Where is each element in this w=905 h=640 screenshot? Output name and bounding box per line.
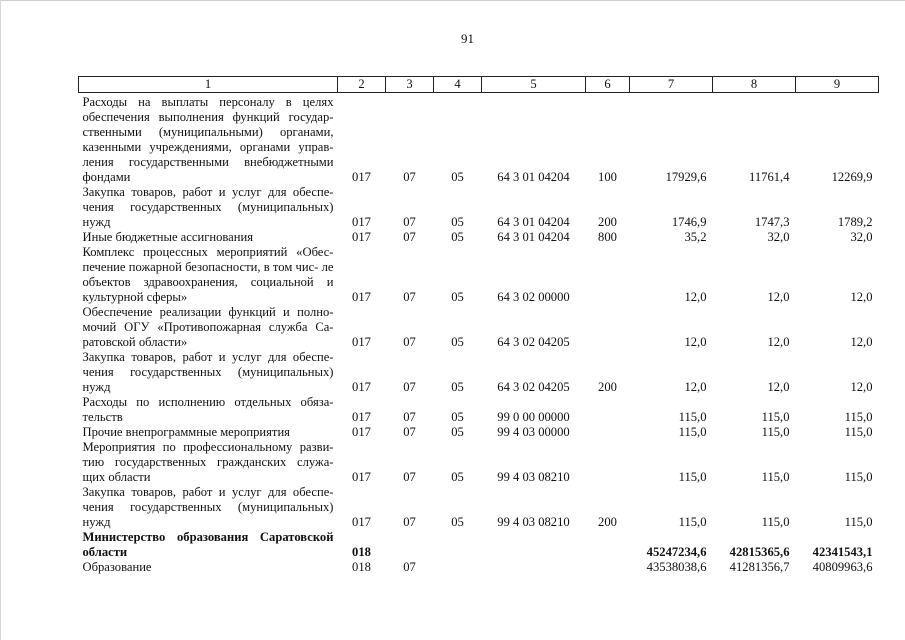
header-col-9: 9 [796, 77, 879, 93]
header-col-3: 3 [386, 77, 434, 93]
table-row [79, 245, 879, 305]
header-col-2: 2 [338, 77, 386, 93]
table-row [79, 185, 879, 230]
ministry-code: 017 [352, 290, 371, 304]
page-border-top [0, 0, 905, 1]
amount-year-2: 115,0 [761, 410, 790, 424]
amount-year-2: 11761,4 [749, 170, 790, 184]
target-article: 64 3 01 04204 [497, 170, 570, 184]
row-name: Расходы по исполнению отдельных обяза- тельств [82, 395, 334, 424]
target-article: 64 3 02 00000 [497, 290, 570, 304]
ministry-code: 017 [352, 215, 371, 229]
expense-type: 100 [598, 170, 617, 184]
expense-type [586, 440, 630, 485]
subsection-code: 05 [451, 425, 464, 439]
amount-year-1: 115,0 [678, 410, 707, 424]
target-article: 64 3 01 04204 [497, 215, 570, 229]
amount-year-2: 115,0 [761, 515, 790, 529]
subsection-code [434, 560, 482, 575]
page-border-left [0, 0, 1, 640]
amount-year-1: 12,0 [684, 290, 707, 304]
header-col-7: 7 [630, 77, 713, 93]
row-name: Закупка товаров, работ и услуг для обеспе- чения государственных (муниципальных) нужд [82, 485, 334, 529]
amount-year-2: 41281356,7 [729, 560, 790, 574]
subsection-code: 05 [451, 290, 464, 304]
header-col-6: 6 [586, 77, 630, 93]
subsection-code: 05 [451, 215, 464, 229]
page-number: 91 [461, 31, 474, 46]
section-code: 07 [403, 335, 416, 349]
target-article: 99 4 03 08210 [497, 470, 570, 484]
amount-year-2: 12,0 [767, 380, 790, 394]
row-name: Иные бюджетные ассигнования [82, 230, 254, 244]
section-code: 07 [403, 170, 416, 184]
row-name: Закупка товаров, работ и услуг для обеспе- чения государственных (муниципальных) нужд [82, 350, 334, 394]
section-code [386, 530, 434, 560]
amount-year-1: 115,0 [678, 470, 707, 484]
amount-year-1: 35,2 [684, 230, 707, 244]
header-col-8: 8 [713, 77, 796, 93]
table-header-row [79, 77, 879, 93]
ministry-code: 017 [352, 230, 371, 244]
row-name: Расходы на выплаты персоналу в целях обеспечения выполнения функций государ- ственными (муниципальными) органами, казенными учреждениями, органами управ- ления государственными внебюджетными фондами [82, 95, 334, 184]
amount-year-1: 115,0 [678, 515, 707, 529]
expense-type: 200 [598, 380, 617, 394]
section-code: 07 [403, 425, 416, 439]
expense-type [586, 395, 630, 425]
expense-type [586, 425, 630, 440]
amount-year-2: 115,0 [761, 425, 790, 439]
amount-year-3: 115,0 [844, 470, 873, 484]
amount-year-1: 12,0 [684, 335, 707, 349]
table-row [79, 485, 879, 530]
table-row [79, 305, 879, 350]
amount-year-2: 32,0 [767, 230, 790, 244]
subsection-code: 05 [451, 410, 464, 424]
target-article: 99 4 03 08210 [497, 515, 570, 529]
row-name: Комплекс процессных мероприятий «Обес- печение пожарной безопасности, в том чис- ле объектов здравоохранения, социальной и культурной сферы» [82, 245, 334, 304]
target-article [482, 560, 586, 575]
amount-year-2: 42815365,6 [729, 545, 790, 559]
amount-year-3: 40809963,6 [812, 560, 873, 574]
ministry-code: 017 [352, 470, 371, 484]
section-code: 07 [403, 470, 416, 484]
ministry-code: 017 [352, 515, 371, 529]
row-name: Министерство образования Саратовской области [82, 530, 334, 559]
header-col-1: 1 [79, 77, 338, 93]
expense-type [586, 560, 630, 575]
table-row [79, 93, 879, 186]
amount-year-3: 1789,2 [837, 215, 873, 229]
subsection-code: 05 [451, 515, 464, 529]
amount-year-2: 115,0 [761, 470, 790, 484]
target-article: 64 3 01 04204 [497, 230, 570, 244]
row-name: Образование [82, 560, 152, 574]
subsection-code: 05 [451, 335, 464, 349]
subsection-code: 05 [451, 380, 464, 394]
amount-year-1: 12,0 [684, 380, 707, 394]
table-row [79, 440, 879, 485]
section-code: 07 [403, 230, 416, 244]
target-article: 99 0 00 00000 [497, 410, 570, 424]
expense-type: 200 [598, 515, 617, 529]
header-col-4: 4 [434, 77, 482, 93]
amount-year-3: 115,0 [844, 515, 873, 529]
section-code: 07 [403, 290, 416, 304]
ministry-code: 018 [352, 545, 371, 559]
ministry-code: 017 [352, 335, 371, 349]
amount-year-1: 115,0 [678, 425, 707, 439]
expense-type [586, 530, 630, 560]
subsection-code [434, 530, 482, 560]
table-row [79, 560, 879, 575]
subsection-code: 05 [451, 230, 464, 244]
target-article [482, 530, 586, 560]
section-code: 07 [403, 215, 416, 229]
target-article: 64 3 02 04205 [497, 380, 570, 394]
expense-type: 200 [598, 215, 617, 229]
amount-year-3: 32,0 [850, 230, 873, 244]
amount-year-1: 1746,9 [671, 215, 707, 229]
amount-year-3: 115,0 [844, 425, 873, 439]
amount-year-3: 12,0 [850, 380, 873, 394]
table-row [79, 395, 879, 425]
row-name: Прочие внепрограммные мероприятия [82, 425, 290, 439]
table-row [79, 230, 879, 245]
section-code: 07 [403, 410, 416, 424]
section-code: 07 [403, 380, 416, 394]
amount-year-2: 12,0 [767, 335, 790, 349]
amount-year-2: 12,0 [767, 290, 790, 304]
section-code: 07 [403, 515, 416, 529]
table-row [79, 425, 879, 440]
amount-year-1: 43538038,6 [646, 560, 707, 574]
amount-year-3: 12,0 [850, 290, 873, 304]
amount-year-1: 45247234,6 [646, 545, 707, 559]
amount-year-3: 12269,9 [831, 170, 873, 184]
target-article: 99 4 03 00000 [497, 425, 570, 439]
amount-year-3: 42341543,1 [812, 545, 873, 559]
ministry-code: 018 [352, 560, 371, 574]
table-row [79, 530, 879, 560]
row-name: Закупка товаров, работ и услуг для обеспе- чения государственных (муниципальных) нужд [82, 185, 334, 229]
target-article: 64 3 02 04205 [497, 335, 570, 349]
header-col-5: 5 [482, 77, 586, 93]
row-name: Обеспечение реализации функций и полно- мочий ОГУ «Противопожарная служба Са- ратовской области» [82, 305, 334, 349]
section-code: 07 [403, 560, 416, 574]
amount-year-2: 1747,3 [754, 215, 790, 229]
amount-year-3: 115,0 [844, 410, 873, 424]
expense-type [586, 305, 630, 350]
ministry-code: 017 [352, 380, 371, 394]
subsection-code: 05 [451, 470, 464, 484]
budget-table [78, 76, 879, 575]
ministry-code: 017 [352, 410, 371, 424]
table-row [79, 350, 879, 395]
subsection-code: 05 [451, 170, 464, 184]
amount-year-1: 17929,6 [665, 170, 707, 184]
ministry-code: 017 [352, 425, 371, 439]
expense-type: 800 [598, 230, 617, 244]
ministry-code: 017 [352, 170, 371, 184]
expense-type [586, 245, 630, 305]
row-name: Мероприятия по профессиональному разви- тию государственных гражданских служа- щих области [82, 440, 334, 484]
amount-year-3: 12,0 [850, 335, 873, 349]
